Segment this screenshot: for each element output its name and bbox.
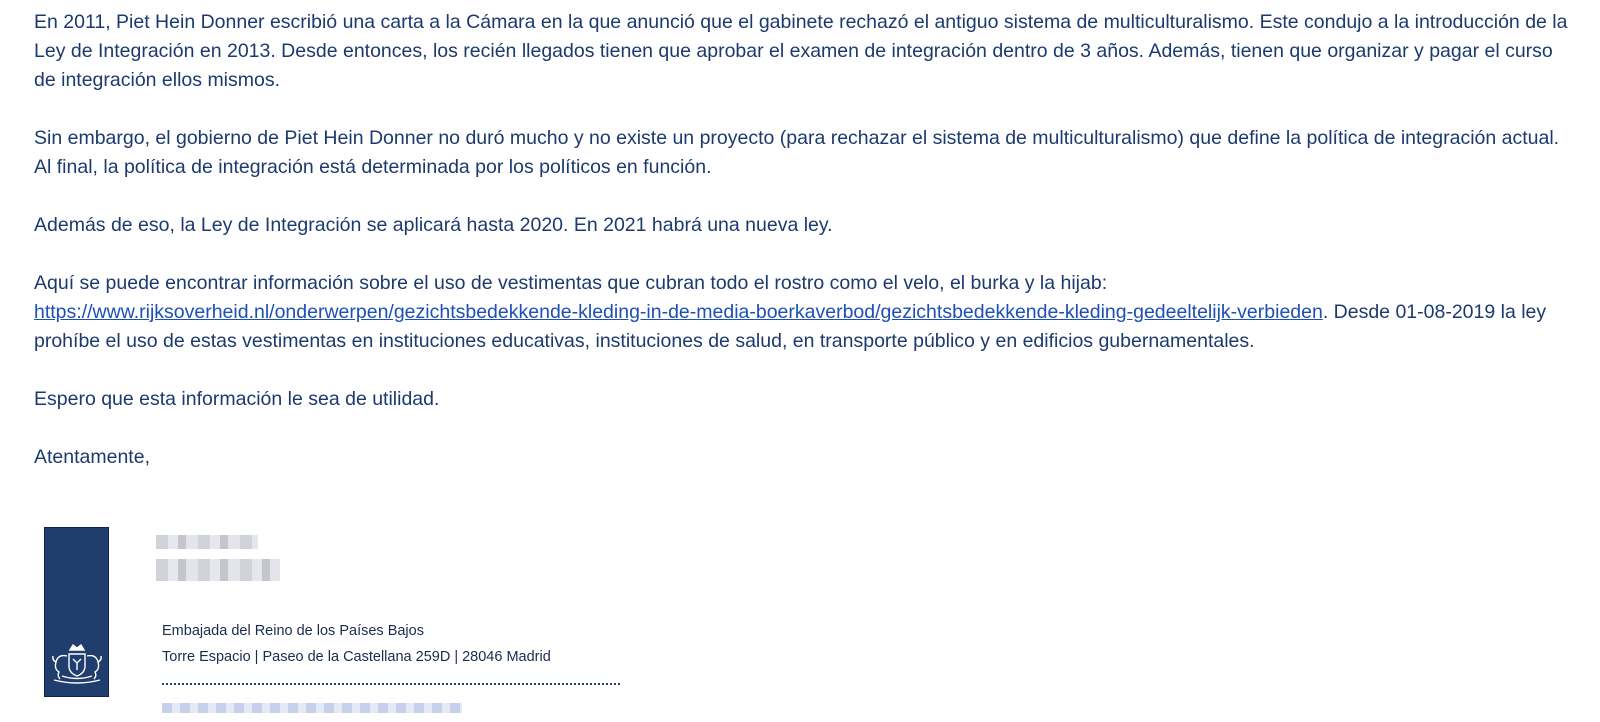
email-body: [34, 8, 1574, 501]
paragraph-5: Espero que esta información le sea de utilidad.: [34, 388, 440, 410]
rijksoverheid-link[interactable]: https://www.rijksoverheid.nl/onderwerpen/gezichtsbedekkende-kleding-in-de-media-boerkaverbod/gezichtsbedekkende-kleding-gedeeltelijk-verbieden: [34, 301, 1323, 323]
redacted-contact-line: [162, 703, 462, 713]
email-signature: [44, 527, 744, 722]
government-logo: [44, 527, 109, 697]
paragraph-4-tail: . Desde 01-08-2019 la ley prohíbe el uso de estas vestimentas en instituciones educativas, instituciones de salud, en transporte público y en edificios gubernamentales.: [34, 301, 1547, 352]
dotted-divider: [162, 677, 620, 685]
redacted-title: [156, 559, 280, 581]
paragraph-3: Además de eso, la Ley de Integración se aplicará hasta 2020. En 2021 habrá una nueva ley.: [34, 214, 833, 236]
paragraph-2: Sin embargo, el gobierno de Piet Hein Donner no duró mucho y no existe un proyecto (para rechazar el sistema de multiculturalismo) que define la política de integración actual. Al final, la política de integración está determinada por los políticos en función.: [34, 127, 1560, 178]
paragraph-4-text: Aquí se puede encontrar información sobre el uso de vestimentas que cubran todo el rostro como el velo, el burka y la hijab:: [34, 272, 1108, 294]
closing: Atentamente,: [34, 446, 150, 468]
signature-address: Torre Espacio | Paseo de la Castellana 259D | 28046 Madrid: [162, 649, 551, 665]
paragraph-1: En 2011, Piet Hein Donner escribió una carta a la Cámara en la que anunció que el gabinete rechazó el antiguo sistema de multiculturalismo. Este condujo a la introducción de la Ley de Integración en 2013. Desde entonces, los recién llegados tienen que aprobar el examen de integración dentro de 3 años. Además, tienen que organizar y pagar el curso de integración ellos mismos.: [34, 11, 1568, 91]
redacted-name: [156, 535, 258, 549]
signature-organization: Embajada del Reino de los Países Bajos: [162, 623, 424, 639]
paragraph-4: [34, 269, 1574, 356]
